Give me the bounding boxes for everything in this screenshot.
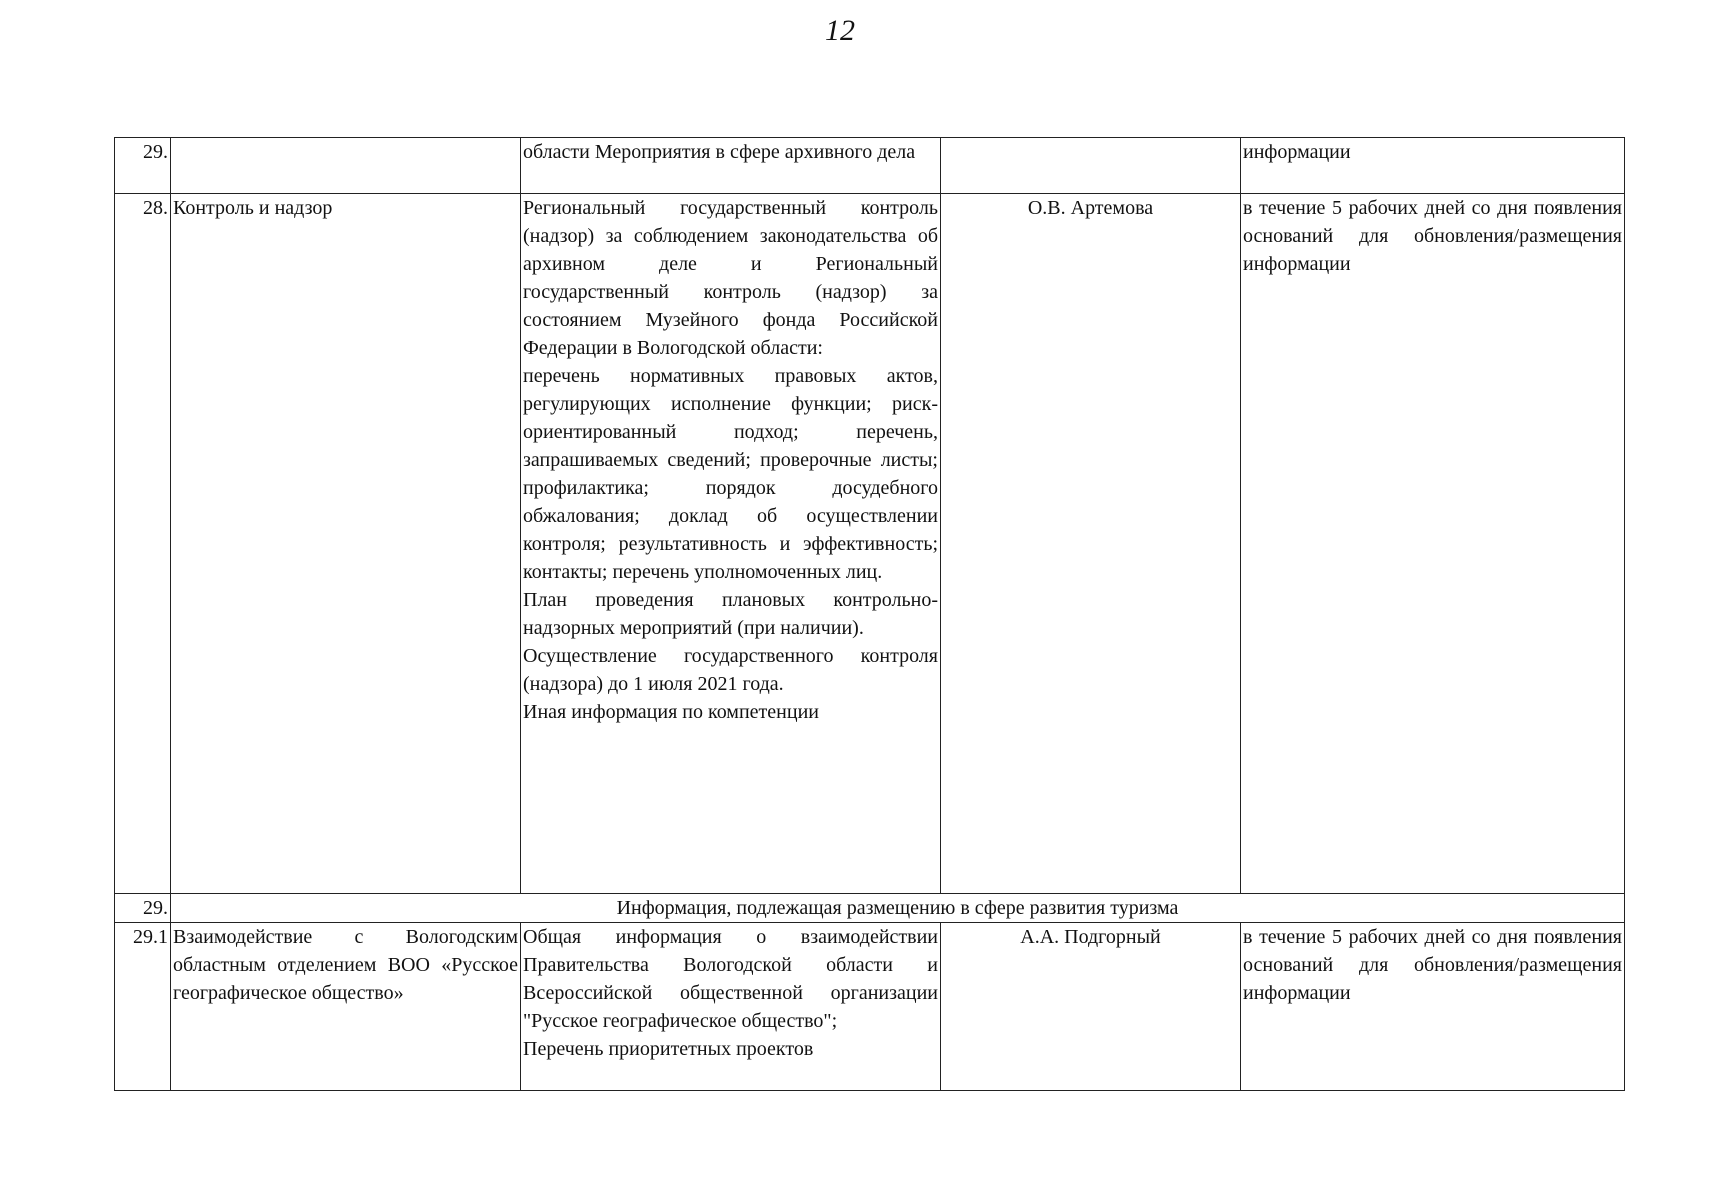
responsible-cell: А.А. Подгорный (941, 923, 1241, 1091)
content-paragraph: перечень нормативных правовых актов, регулирующих исполнение функции; риск-ориентированный подход; перечень, запрашиваемых сведений; проверочные листы; профилактика; порядок досудебного обжалования; доклад об осуществлении контроля; результативность и эффективность; контакты; перечень уполномоченных лиц. (523, 365, 938, 583)
content-paragraph: План проведения плановых контрольно-надзорных мероприятий (при наличии). (523, 589, 938, 639)
section-cell: Взаимодействие с Вологодским областным отделением ВОО «Русское географическое общество» (171, 923, 521, 1091)
section-cell: Контроль и надзор (171, 194, 521, 894)
content-paragraph: Общая информация о взаимодействии Правительства Вологодской области и Всероссийской общественной организации "Русское географическое общество"; (523, 926, 938, 1032)
section-heading: Информация, подлежащая размещению в сфере развития туризма (171, 894, 1625, 923)
content-cell (521, 194, 941, 894)
table-row (115, 138, 1625, 194)
content-paragraph: области Мероприятия в сфере архивного дела (523, 141, 916, 163)
row-number: 29. (115, 894, 171, 923)
row-number: 28. (115, 194, 171, 894)
responsible-cell (941, 138, 1241, 194)
content-paragraph: Иная информация по компетенции (523, 701, 819, 723)
content-paragraph: Региональный государственный контроль (надзор) за соблюдением законодательства об архивном деле и Региональный государственный контроль (надзор) за состоянием Музейного фонда Российской Федерации в Вологодской области: (523, 197, 938, 359)
deadline-cell: информации (1241, 138, 1625, 194)
responsible-cell: О.В. Артемова (941, 194, 1241, 894)
deadline-cell: в течение 5 рабочих дней со дня появления оснований для обновления/размещения информации (1241, 194, 1625, 894)
document-table (114, 137, 1625, 1091)
content-paragraph: Перечень приоритетных проектов (523, 1038, 814, 1060)
table-row (115, 923, 1625, 1091)
content-cell (521, 923, 941, 1091)
section-cell (171, 138, 521, 194)
content-cell (521, 138, 941, 194)
row-number: 29.1 (115, 923, 171, 1091)
content-paragraph: Осуществление государственного контроля (надзора) до 1 июля 2021 года. (523, 645, 938, 695)
deadline-cell: в течение 5 рабочих дней со дня появления оснований для обновления/размещения информации (1241, 923, 1625, 1091)
page-number: 12 (825, 14, 855, 47)
table-row (115, 894, 1625, 923)
row-number: 29. (115, 138, 171, 194)
table-row (115, 194, 1625, 894)
